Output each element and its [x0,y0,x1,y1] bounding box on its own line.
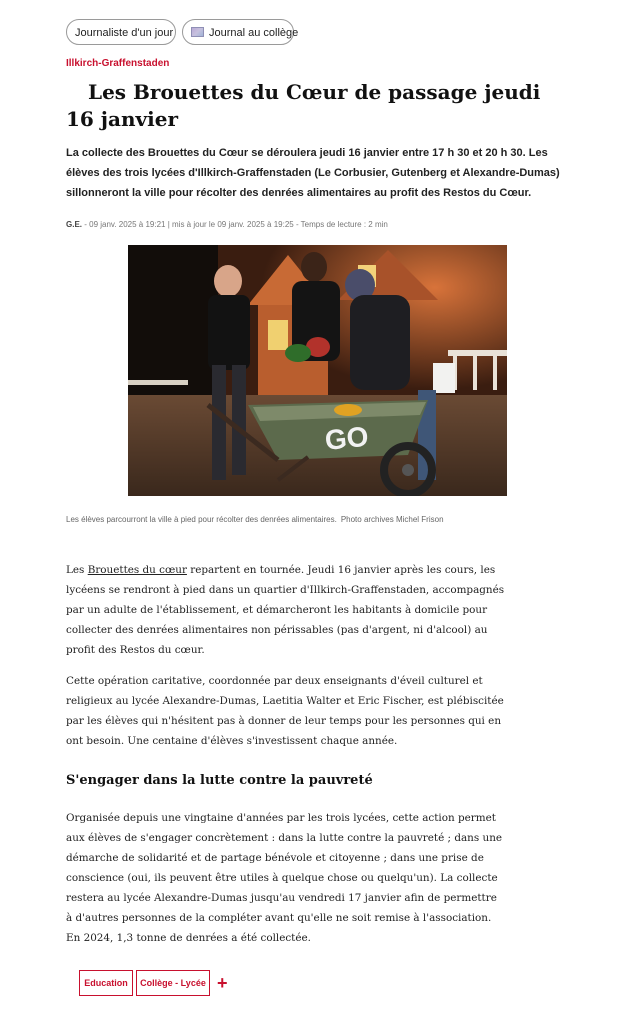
p1-after: repartent en tournée. Jeudi 16 janvier après les cours, les lycéens se rendront à pied dans un quartier d'Illkirch-Graffenstaden, accompagnés par un adulte de l'établissement, et démarcheront les habitants à domicile pour collecter des denrées alimentaires non périssables (pas d'argent, ni d'alcool) au profit des Restos du cœur. [66,564,505,656]
body-paragraph-1 [66,560,506,660]
article-rubric[interactable]: Illkirch-Graffenstaden [66,58,170,69]
article-lead: La collecte des Brouettes du Cœur se déroulera jeudi 16 janvier entre 17 h 30 et 20 h 30. Les élèves des trois lycées d'Illkirch-Graffenstaden (Le Corbusier, Gutenberg et Alexandre-Dumas) sillonneront la ville pour récolter des denrées alimentaires au profit des Restos du Cœur. [66,147,560,199]
photo-caption [66,515,444,524]
more-tags-plus-icon[interactable]: + [217,973,228,993]
caption-text: Les élèves parcourront la ville à pied pour récolter des denrées alimentaires. [66,515,337,524]
p1-before: Les [66,564,88,576]
article-title: Les Brouettes du Cœur de passage jeudi 16 janvier [66,80,541,131]
journal-icon [191,27,204,37]
byline-author: G.E. [66,220,83,229]
wheelbarrow-label: GO [323,420,370,456]
tag-education[interactable]: Education [79,970,133,996]
section-subheading: S'engager dans la lutte contre la pauvreté [66,773,373,788]
body-paragraph-3: Organisée depuis une vingtaine d'années par les trois lycées, cette action permet aux élèves de s'engager concrètement : dans la lutte contre la pauvreté ; dans une démarche de solidarité et de partage bénévole et citoyenne ; dans une prise de conscience (oui, ils peuvent être utiles à quelque chose ou quelqu'un). La collecte restera au lycée Alexandre-Dumas jusqu'au vendredi 17 janvier afin de permettre à d'autres personnes de la compléter avant qu'elle ne soit remise à l'association. En 2024, 1,3 tonne de denrées a été collectée. [66,812,503,944]
tag-college-lycee[interactable]: Collège - Lycée [136,970,210,996]
article-photo[interactable] [128,245,507,496]
body-paragraph-2: Cette opération caritative, coordonnée par deux enseignants d'éveil culturel et religieux au lycée Alexandre-Dumas, Laetitia Walter et Eric Fischer, est plébiscitée par les élèves qui n'hésitent pas à donner de leur temps pour les personnes qui en ont besoin. Une centaine d'élèves s'investissent chaque année. [66,675,504,747]
pill-label: Journaliste d'un jour [75,27,174,39]
byline-meta: - 09 janv. 2025 à 19:21 | mis à jour le 09 janv. 2025 à 19:25 - Temps de lecture : 2 min [82,220,388,229]
article-byline [66,220,388,229]
tag-pill-journal-college[interactable] [182,19,299,45]
tag-pill-journaliste[interactable] [66,19,176,45]
photo-credit: Photo archives Michel Frison [340,515,444,524]
brouettes-link[interactable]: Brouettes du cœur [87,564,187,576]
photo-illustration [128,245,507,496]
pill-label: Journal au collège [209,27,299,39]
